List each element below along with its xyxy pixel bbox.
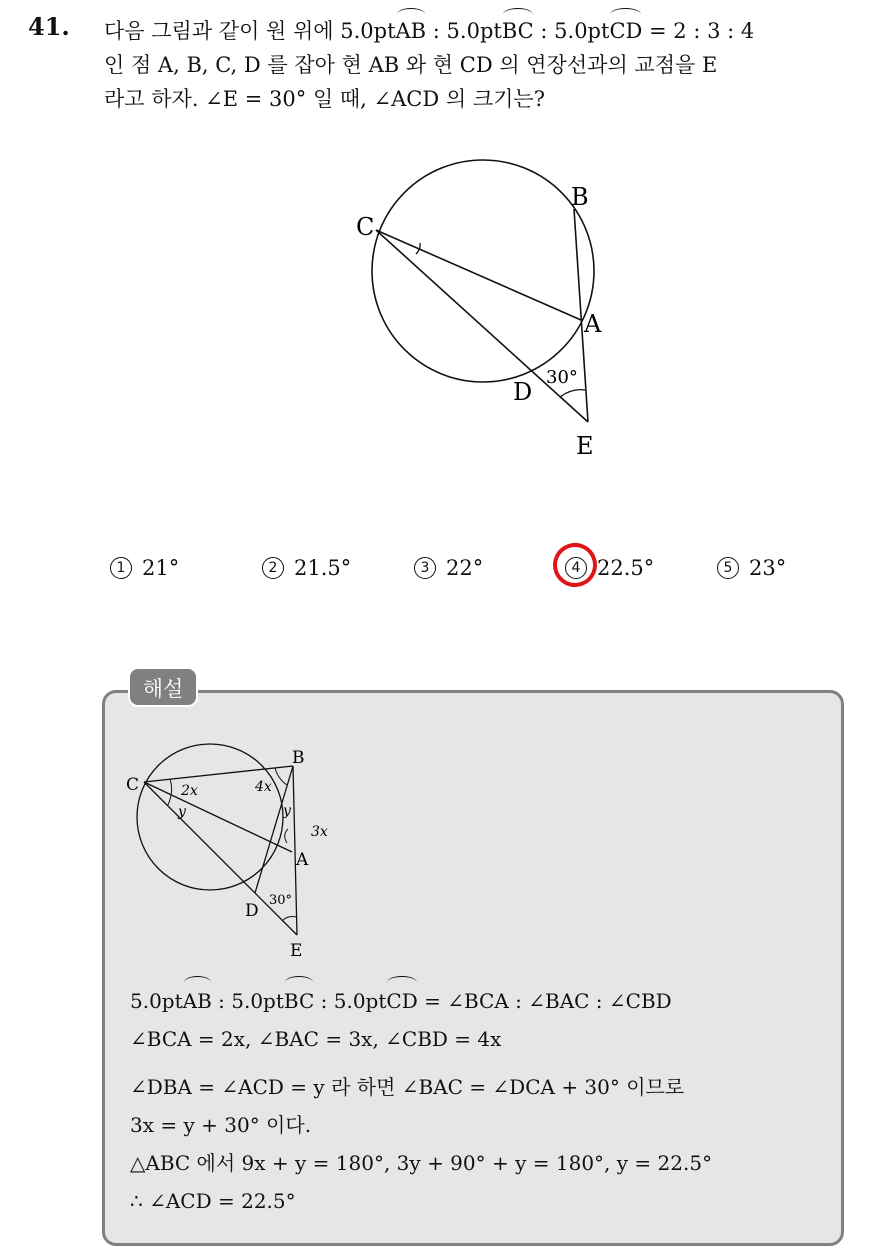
label-a: A (584, 310, 602, 338)
ratio-tail: = 2 : 3 : 4 (642, 19, 755, 43)
sol-line-c-e (144, 782, 297, 935)
choice-5-number: 5 (717, 557, 739, 579)
solution-tab: 해설 (128, 667, 198, 707)
label-e: E (576, 432, 594, 460)
arc-bc: BC (502, 14, 534, 48)
question-number: 41. (28, 12, 70, 41)
question-text (104, 14, 864, 116)
solution-line-3: ∠DBA = ∠ACD = y 라 하면 ∠BAC = ∠DCA + 30° 이므로 (130, 1075, 685, 1099)
solution-text (130, 982, 830, 1220)
solution-line-6: ∴ ∠ACD = 22.5° (130, 1189, 296, 1213)
choice-4-number: 4 (565, 557, 587, 579)
sol-arc-ab: AB (183, 982, 212, 1020)
choice-3[interactable] (414, 556, 483, 580)
question-line-2: 인 점 A, B, C, D 를 잡아 현 AB 와 현 CD 의 연장선과의 교점을 E (104, 53, 718, 77)
choice-4-value: 22.5° (597, 556, 655, 580)
solution-line-1-sep-2: : 5.0pt (314, 989, 387, 1013)
solution-line-1-prefix: 5.0pt (130, 989, 183, 1013)
solution-line-1-tail: = ∠BCA : ∠BAC : ∠CBD (417, 989, 672, 1013)
sol-arc-cd: CD (386, 982, 417, 1020)
solution-line-5: △ABC 에서 9x + y = 180°, 3y + 90° + y = 180°, y = 22.5° (130, 1151, 713, 1175)
choice-1-value: 21° (142, 556, 180, 580)
sol-label-c: C (126, 775, 140, 795)
line-c-a (376, 230, 581, 320)
sol-label-4x: 4x (255, 779, 272, 795)
solution-line-4: 3x = y + 30° 이다. (130, 1113, 312, 1137)
choice-3-number: 3 (414, 557, 436, 579)
arc-cd: CD (609, 14, 642, 48)
question-line-1 (104, 14, 864, 48)
sol-label-e: E (290, 941, 303, 961)
sol-arc-e (282, 917, 296, 922)
question-figure (340, 150, 620, 470)
sol-arc-bc: BC (284, 982, 314, 1020)
angle-arc-e (560, 390, 585, 397)
solution-line-1 (130, 982, 830, 1020)
choice-2-value: 21.5° (294, 556, 352, 580)
label-b: B (571, 183, 589, 211)
line-c-e (376, 230, 588, 422)
sol-arc-a (285, 829, 288, 843)
sol-label-2x: 2x (181, 783, 198, 799)
choice-2-number: 2 (262, 557, 284, 579)
solution-line-1-sep-1: : 5.0pt (211, 989, 284, 1013)
choice-1[interactable] (110, 556, 179, 580)
choice-2[interactable] (262, 556, 351, 580)
choice-3-value: 22° (446, 556, 484, 580)
label-c: C (356, 213, 375, 241)
solution-circle (137, 744, 283, 890)
question-line-3: 라고 하자. ∠E = 30° 일 때, ∠ACD 의 크기는? (104, 87, 545, 111)
choice-5-value: 23° (749, 556, 787, 580)
ratio-separator-2: : 5.0pt (533, 19, 610, 43)
label-d: D (513, 378, 533, 406)
sol-label-3x: 3x (311, 824, 328, 840)
sol-label-a: A (296, 850, 309, 870)
sol-label-y2: y (283, 803, 291, 819)
angle-label-e: 30° (546, 367, 578, 388)
sol-arc-c (168, 779, 172, 805)
ratio-separator-1: : 5.0pt (426, 19, 502, 43)
question-line-1-start: 다음 그림과 같이 원 위에 5.0pt (104, 19, 396, 43)
sol-label-y1: y (178, 804, 186, 820)
choice-1-number: 1 (110, 557, 132, 579)
solution-line-2: ∠BCA = 2x, ∠BAC = 3x, ∠CBD = 4x (130, 1027, 502, 1051)
sol-label-b: B (292, 748, 305, 768)
choice-5[interactable] (717, 556, 786, 580)
sol-label-d: D (245, 901, 259, 921)
solution-figure (124, 735, 354, 965)
circle (372, 160, 594, 382)
answer-choices (0, 556, 884, 596)
sol-label-30: 30° (269, 893, 293, 908)
arc-ab: AB (396, 14, 427, 48)
sol-arc-b (275, 768, 287, 785)
